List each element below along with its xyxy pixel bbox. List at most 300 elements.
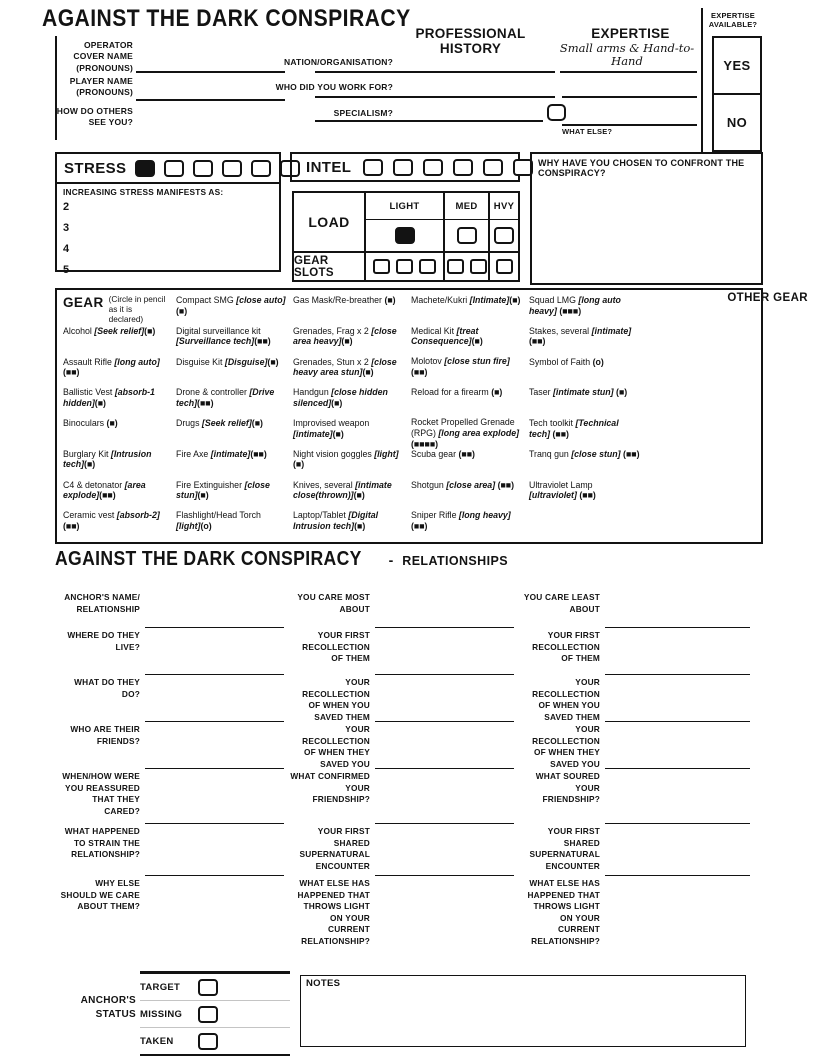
gear-item-name: Stakes, several	[529, 325, 592, 336]
question-label: YOUR FIRST RECOLLECTION OF THEM	[302, 630, 370, 664]
answer-line[interactable]	[375, 590, 514, 628]
gear-item-name: Flashlight/Head Torch	[176, 510, 261, 521]
yes-cell[interactable]: YES	[714, 38, 760, 95]
checkbox[interactable]	[483, 159, 503, 176]
work-for-field[interactable]	[315, 81, 555, 98]
gear-column-1	[63, 295, 176, 541]
checkbox[interactable]	[457, 227, 477, 244]
gear-item-tags: [ultraviolet]	[529, 490, 577, 501]
load-col-light: LIGHT	[366, 193, 445, 220]
relationship-row	[290, 675, 514, 722]
answer-line[interactable]	[145, 769, 284, 824]
specialism-label: SPECIALISM?	[333, 108, 393, 118]
relationships-title-sub: RELATIONSHIPS	[402, 554, 508, 568]
status-option-label: TAKEN	[140, 1035, 174, 1047]
gear-item-load: (o)	[592, 356, 604, 367]
gear-item-load: (■■)	[576, 490, 596, 501]
nation-label: NATION/ORGANISATION?	[284, 57, 393, 67]
gear-item-name: Rocket Propelled Grenade (RPG)	[411, 417, 515, 439]
player-name-label: PLAYER NAME (PRONOUNS)	[69, 76, 133, 98]
gear-item[interactable]	[411, 417, 522, 449]
gear-item-load: (o)	[200, 520, 212, 531]
gear-item[interactable]	[176, 357, 286, 388]
gear-item[interactable]	[63, 480, 169, 511]
relationship-row	[60, 590, 284, 628]
checkbox[interactable]	[396, 259, 413, 274]
answer-line[interactable]	[605, 824, 750, 876]
notes-box[interactable]	[300, 975, 746, 1047]
anchor-status-table	[140, 971, 290, 1056]
gear-item-tags: [Seek relief]	[201, 418, 252, 428]
stress-level-5[interactable]: 5	[63, 264, 70, 276]
gear-item-name: Reload for a firearm	[411, 386, 492, 397]
gear-item-name: Scuba gear	[411, 449, 459, 460]
gear-note: (Circle in pencil as it is declared)	[108, 294, 166, 324]
gear-item[interactable]	[176, 387, 286, 418]
answer-line[interactable]	[145, 628, 284, 675]
gear-item-load: (■)	[332, 428, 344, 439]
question-label: WHAT CONFIRMED YOUR FRIENDSHIP?	[290, 771, 370, 805]
gear-item[interactable]	[176, 326, 286, 357]
gear-item-tags: [Drive tech]	[176, 387, 275, 408]
gear-item-tags: [intimate]	[293, 428, 333, 439]
gear-slots-hvy	[490, 253, 518, 280]
load-label: LOAD	[294, 193, 366, 253]
gear-item-name: Alcohol	[63, 325, 95, 336]
answer-line[interactable]	[375, 675, 514, 722]
intel-label: INTEL	[306, 158, 352, 176]
gear-item[interactable]	[529, 480, 640, 511]
gear-item[interactable]	[293, 449, 404, 480]
stress-track	[135, 160, 300, 177]
answer-line[interactable]	[375, 628, 514, 675]
gear-item[interactable]	[293, 295, 404, 326]
gear-item-tags: [light]	[176, 520, 201, 531]
intel-box	[290, 152, 520, 182]
gear-item[interactable]	[411, 326, 522, 357]
gear-item-name: Burglary Kit	[63, 448, 111, 459]
question-label: WHERE DO THEY LIVE?	[67, 630, 140, 652]
relationship-row	[520, 675, 750, 722]
relationships-title-main: AGAINST THE DARK CONSPIRACY	[55, 548, 362, 570]
gear-item-tags: [close hidden silenced]	[293, 387, 388, 408]
answer-line[interactable]	[145, 675, 284, 722]
gear-column-5	[529, 295, 647, 541]
gear-item-name: C4 & detonator	[63, 479, 125, 490]
checkbox[interactable]	[393, 159, 413, 176]
gear-item-name: Improvised weapon	[293, 418, 370, 428]
checkbox[interactable]	[373, 259, 390, 274]
relationship-row	[520, 824, 750, 876]
gear-item-load: (■■)	[99, 490, 116, 501]
gear-item[interactable]	[63, 418, 169, 449]
gear-item-load: (■)	[331, 397, 343, 408]
gear-item-load: (■■)	[250, 448, 267, 459]
question-label: WHAT DO THEY DO?	[74, 677, 140, 699]
specialism-field[interactable]	[315, 105, 543, 122]
stress-level-4[interactable]: 4	[63, 243, 70, 255]
checkbox[interactable]	[494, 227, 514, 244]
gear-item[interactable]	[411, 510, 522, 541]
load-col-med: MED	[445, 193, 490, 220]
gear-item[interactable]	[293, 480, 404, 511]
answer-line[interactable]	[145, 590, 284, 628]
gear-item-name: Symbol of Faith	[529, 356, 593, 367]
checkbox[interactable]	[496, 259, 513, 274]
gear-item-tags: [absorb-2]	[116, 510, 160, 521]
load-select-hvy	[490, 220, 518, 253]
gear-item-load: (■■)	[63, 520, 80, 531]
gear-item-load: (■■)	[197, 397, 214, 408]
gear-column-2	[176, 295, 293, 541]
relationship-row	[60, 722, 284, 769]
gear-item[interactable]	[176, 295, 286, 326]
status-option-label: TARGET	[140, 981, 181, 993]
checkbox[interactable]	[164, 160, 184, 177]
gear-item[interactable]	[293, 387, 404, 418]
gear-item-tags: [intimate]	[591, 325, 632, 336]
gear-item-name: Disguise Kit	[176, 356, 225, 367]
relationship-row	[60, 675, 284, 722]
gear-item-name: Knives, several	[293, 479, 356, 490]
no-cell[interactable]: NO	[726, 115, 748, 130]
player-name-field[interactable]	[136, 84, 285, 101]
checkbox[interactable]	[447, 259, 464, 274]
gear-item-load: (■■)	[529, 336, 546, 347]
gear-item[interactable]	[63, 387, 169, 418]
question-label: YOUR RECOLLECTION OF WHEN YOU SAVED THEM	[532, 677, 600, 722]
question-label: WHAT HAPPENED TO STRAIN THE RELATIONSHIP?	[64, 826, 140, 860]
gear-item-tags: [Intrusion tech]	[63, 448, 152, 470]
answer-line[interactable]	[145, 876, 284, 962]
gear-item-name: Night vision goggles	[293, 448, 375, 459]
gear-item-name: Digital surveillance kit	[176, 325, 261, 336]
answer-line[interactable]	[375, 824, 514, 876]
checkbox[interactable]	[198, 1033, 218, 1050]
checkbox[interactable]	[423, 159, 443, 176]
right-rule	[701, 8, 703, 152]
answer-line[interactable]	[605, 590, 750, 628]
gear-item-load: (■)	[384, 295, 396, 305]
gear-item-load: (■)	[353, 490, 365, 501]
intel-track	[363, 159, 533, 176]
gear-item-load: (■)	[106, 418, 118, 428]
nation-field[interactable]	[315, 56, 555, 73]
gear-item-name: Drugs	[176, 418, 202, 428]
other-gear-label: OTHER GEAR	[727, 292, 808, 304]
relationship-row	[60, 769, 284, 824]
checkbox[interactable]	[470, 259, 487, 274]
gear-item-name: Drone & controller	[176, 387, 250, 398]
gear-item-tags: [long auto heavy]	[529, 295, 621, 316]
gear-item-tags: [absorb-1 hidden]	[63, 387, 155, 408]
gear-item[interactable]	[63, 510, 169, 541]
gear-item-tags: [light]	[374, 448, 399, 459]
expertise-line-1[interactable]	[560, 56, 697, 73]
load-table	[292, 191, 520, 282]
gear-item[interactable]	[411, 356, 522, 387]
relationship-row	[290, 722, 514, 769]
relationships-title-dash: -	[388, 552, 394, 568]
gear-item-load: (■)	[144, 325, 156, 336]
expertise-available-label: EXPERTISE AVAILABLE?	[708, 11, 758, 29]
answer-line[interactable]	[145, 722, 284, 769]
gear-item-load: (■)	[84, 459, 96, 470]
gear-item[interactable]	[411, 449, 522, 480]
notes-label: NOTES	[306, 978, 341, 989]
gear-item-name: Ceramic vest	[63, 510, 117, 521]
gear-box	[55, 288, 763, 544]
question-label: YOUR RECOLLECTION OF WHEN THEY SAVED YOU	[302, 724, 370, 769]
gear-item-load: (■■)	[495, 479, 515, 490]
relationship-row	[60, 628, 284, 675]
gear-item-tags: [close area heavy]	[293, 325, 397, 347]
gear-item-name: Ultraviolet Lamp	[529, 479, 593, 490]
stress-level-3[interactable]: 3	[63, 222, 70, 234]
gear-item-name: Molotov	[411, 356, 445, 367]
answer-line[interactable]	[375, 876, 514, 962]
relationship-row	[290, 769, 514, 824]
gear-item-name: Sniper Rifle	[411, 510, 459, 521]
gear-item-load: (■)	[491, 386, 503, 397]
gear-item-name: Laptop/Tablet	[293, 510, 349, 521]
load-select-med	[445, 220, 490, 253]
relationship-row	[520, 722, 750, 769]
operator-cover-name-field[interactable]	[136, 56, 285, 73]
gear-item-name: Taser	[529, 387, 553, 398]
gear-slots-med	[445, 253, 490, 280]
expertise-line-2[interactable]	[562, 82, 697, 98]
gear-item-load: (■■)	[550, 428, 569, 439]
answer-line[interactable]	[605, 722, 750, 769]
gear-item[interactable]	[529, 326, 640, 357]
gear-item-tags: [close area]	[446, 479, 496, 490]
gear-item-tags: [Intimate]	[469, 295, 510, 305]
gear-item-load: (■)	[251, 418, 263, 428]
anchor-status-label: ANCHOR'S STATUS	[80, 995, 136, 1020]
gear-item[interactable]	[176, 480, 286, 511]
answer-line[interactable]	[605, 876, 750, 962]
gear-item-name: Tech toolkit	[529, 418, 576, 428]
gear-item-load: (■)	[341, 336, 353, 347]
why-confront-box[interactable]	[530, 152, 763, 285]
question-label: WHAT SOURED YOUR FRIENDSHIP?	[535, 771, 600, 805]
answer-line[interactable]	[375, 769, 514, 824]
gear-item-tags: [close auto]	[236, 295, 286, 305]
gear-item-load: (■)	[613, 387, 628, 398]
checkbox[interactable]	[395, 227, 415, 244]
gear-item[interactable]	[529, 449, 640, 480]
relationship-row	[520, 590, 750, 628]
gear-item-load: (■)	[94, 397, 106, 408]
gear-item-load: (■)	[362, 367, 374, 378]
relationship-row	[520, 876, 750, 962]
question-label: YOU CARE LEAST ABOUT	[523, 592, 600, 614]
relationship-row	[520, 769, 750, 824]
gear-item-name: Assault Rifle	[63, 356, 115, 367]
answer-line[interactable]	[605, 628, 750, 675]
relationship-column-1	[60, 590, 284, 962]
relationship-row	[290, 628, 514, 675]
gear-item-load: (■■)	[458, 449, 475, 460]
gear-item-tags: [Technical tech]	[529, 418, 619, 439]
question-label: WHO ARE THEIR FRIENDS?	[70, 724, 140, 746]
gear-item-name: Binoculars	[63, 418, 107, 428]
gear-item[interactable]	[411, 387, 522, 418]
answer-line[interactable]	[605, 675, 750, 722]
gear-item[interactable]	[411, 295, 522, 326]
gear-item-name: Grenades, Stun x 2	[293, 356, 372, 367]
gear-item-tags: [Surveillance tech]	[176, 336, 255, 347]
relationship-column-3	[520, 590, 750, 962]
gear-label: GEAR	[63, 295, 104, 310]
gear-item-load: (■)	[293, 459, 305, 470]
gear-item-tags: [Digital Intrusion tech]	[293, 510, 379, 531]
expertise-value[interactable]: Small arms & Hand-to-Hand	[559, 41, 695, 69]
stress-manifests-label: INCREASING STRESS MANIFESTS AS:	[63, 187, 224, 197]
gear-item-tags: [intimate close(thrown)]	[293, 479, 392, 501]
gear-item-load: (■)	[471, 336, 483, 347]
question-label: WHEN/HOW WERE YOU REASSURED THAT THEY CARED?	[62, 771, 140, 816]
gear-item[interactable]	[529, 418, 640, 449]
gear-item-name: Gas Mask/Re-breather	[293, 295, 385, 305]
gear-slots-light	[366, 253, 445, 280]
gear-column-3	[293, 295, 411, 541]
gear-item[interactable]	[529, 387, 640, 418]
gear-item-name: Squad LMG	[529, 295, 579, 305]
relationship-row	[290, 876, 514, 962]
gear-item[interactable]	[63, 449, 169, 480]
gear-item[interactable]	[176, 449, 286, 480]
gear-item-tags: [close stun]	[176, 479, 270, 501]
work-for-label: WHO DID YOU WORK FOR?	[275, 82, 393, 92]
what-else-label: WHAT ELSE?	[562, 127, 613, 136]
status-option-label: MISSING	[140, 1008, 183, 1020]
gear-item-load: (■)	[267, 356, 279, 367]
relationship-column-2	[290, 590, 514, 962]
gear-item[interactable]	[529, 357, 640, 388]
question-label: YOUR FIRST SHARED SUPERNATURAL ENCOUNTER	[299, 826, 370, 871]
question-label: WHAT ELSE HAS HAPPENED THAT THROWS LIGHT ON YOUR CURRENT RELATIONSHIP?	[297, 878, 370, 947]
gear-item[interactable]	[63, 357, 169, 388]
gear-item-load: (■■)	[63, 367, 80, 378]
question-label: YOU CARE MOST ABOUT	[297, 592, 370, 614]
checkbox[interactable]	[193, 160, 213, 177]
question-label: YOUR FIRST RECOLLECTION OF THEM	[532, 630, 600, 664]
gear-item-name: Fire Axe	[176, 448, 211, 459]
checkbox[interactable]	[363, 159, 383, 176]
checkbox[interactable]	[135, 160, 155, 177]
gear-slots-label: GEAR SLOTS	[294, 253, 366, 280]
gear-item-tags: [intimate]	[210, 448, 251, 459]
gear-item-tags: [long area explode]	[438, 428, 520, 439]
gear-item-load: (■■)	[620, 448, 640, 459]
load-col-hvy: HVY	[490, 193, 518, 220]
gear-item-load: (■)	[197, 490, 209, 501]
status-row	[140, 974, 290, 1001]
gear-item-load: (■■■)	[556, 305, 582, 316]
why-confront-label: WHY HAVE YOU CHOSEN TO CONFRONT THE CONSPIRACY?	[538, 158, 745, 178]
status-row	[140, 1001, 290, 1028]
gear-item-tags: [area explode]	[63, 479, 146, 501]
question-label: WHY ELSE SHOULD WE CARE ABOUT THEM?	[60, 878, 140, 912]
gear-column-4	[411, 295, 529, 541]
checkbox[interactable]	[198, 979, 218, 996]
gear-item[interactable]	[293, 418, 404, 449]
load-select-light	[366, 220, 445, 253]
operator-cover-name-label: OPERATOR COVER NAME (PRONOUNS)	[73, 40, 133, 73]
question-label: ANCHOR'S NAME/ RELATIONSHIP	[64, 592, 140, 614]
relationship-row	[290, 824, 514, 876]
professional-history-title: PROFESSIONAL HISTORY	[415, 26, 526, 56]
checkbox[interactable]	[453, 159, 473, 176]
gear-item[interactable]	[293, 510, 404, 541]
stress-label: STRESS	[64, 159, 127, 177]
relationship-row	[60, 876, 284, 962]
gear-item[interactable]	[63, 326, 169, 357]
gear-item-name: Fire Extinguisher	[176, 479, 245, 490]
question-label: YOUR RECOLLECTION OF WHEN THEY SAVED YOU	[532, 724, 600, 769]
gear-item-load: (■■■■)	[411, 438, 439, 449]
gear-item-name: Grenades, Frag x 2	[293, 325, 372, 336]
relationship-row	[520, 628, 750, 675]
expertise-available-toggle	[712, 36, 762, 152]
page-title: AGAINST THE DARK CONSPIRACY	[42, 5, 411, 32]
relationship-row	[290, 590, 514, 628]
answer-line[interactable]	[605, 769, 750, 824]
gear-item[interactable]	[529, 295, 640, 326]
question-label: YOUR RECOLLECTION OF WHEN YOU SAVED THEM	[302, 677, 370, 722]
gear-item-tags: [close heavy area stun]	[293, 356, 397, 378]
expertise-line-3[interactable]	[562, 110, 697, 126]
gear-item-tags: [Seek relief]	[94, 325, 145, 336]
gear-item[interactable]	[176, 510, 286, 541]
gear-item-load: (■■)	[411, 520, 428, 531]
gear-item-tags: [long heavy]	[458, 510, 511, 521]
gear-item-tags: [long auto]	[114, 356, 160, 367]
gear-item-tags: [close stun]	[571, 448, 621, 459]
stress-level-2[interactable]: 2	[63, 201, 70, 213]
gear-item-load: (■)	[176, 305, 188, 316]
checkbox[interactable]	[419, 259, 436, 274]
gear-item-name: Handgun	[293, 387, 332, 398]
gear-item-load: (■)	[509, 295, 521, 305]
stress-box	[55, 152, 281, 276]
gear-item-name: Compact SMG	[176, 295, 237, 305]
gear-item-tags: [intimate stun]	[552, 387, 614, 398]
gear-item[interactable]	[293, 357, 404, 388]
gear-item-load: (■■)	[254, 336, 271, 347]
how-others-see-you-label: HOW DO OTHERS SEE YOU?	[56, 106, 133, 128]
question-label: YOUR FIRST SHARED SUPERNATURAL ENCOUNTER	[529, 826, 600, 871]
answer-line[interactable]	[145, 824, 284, 876]
checkbox[interactable]	[251, 160, 271, 177]
status-row	[140, 1028, 290, 1056]
gear-item-load: (■■)	[411, 366, 428, 377]
gear-item-tags: [Disguise]	[224, 356, 268, 367]
gear-item-name: Ballistic Vest	[63, 387, 115, 398]
checkbox[interactable]	[222, 160, 242, 177]
gear-item-name: Shotgun	[411, 479, 447, 490]
gear-item-name: Machete/Kukri	[411, 295, 470, 305]
gear-item[interactable]	[176, 418, 286, 449]
gear-item[interactable]	[293, 326, 404, 357]
question-label: WHAT ELSE HAS HAPPENED THAT THROWS LIGHT ON YOUR CURRENT RELATIONSHIP?	[527, 878, 600, 947]
checkbox[interactable]	[198, 1006, 218, 1023]
answer-line[interactable]	[375, 722, 514, 769]
gear-item-tags: [treat Consequence]	[411, 325, 479, 347]
gear-item[interactable]	[411, 480, 522, 511]
